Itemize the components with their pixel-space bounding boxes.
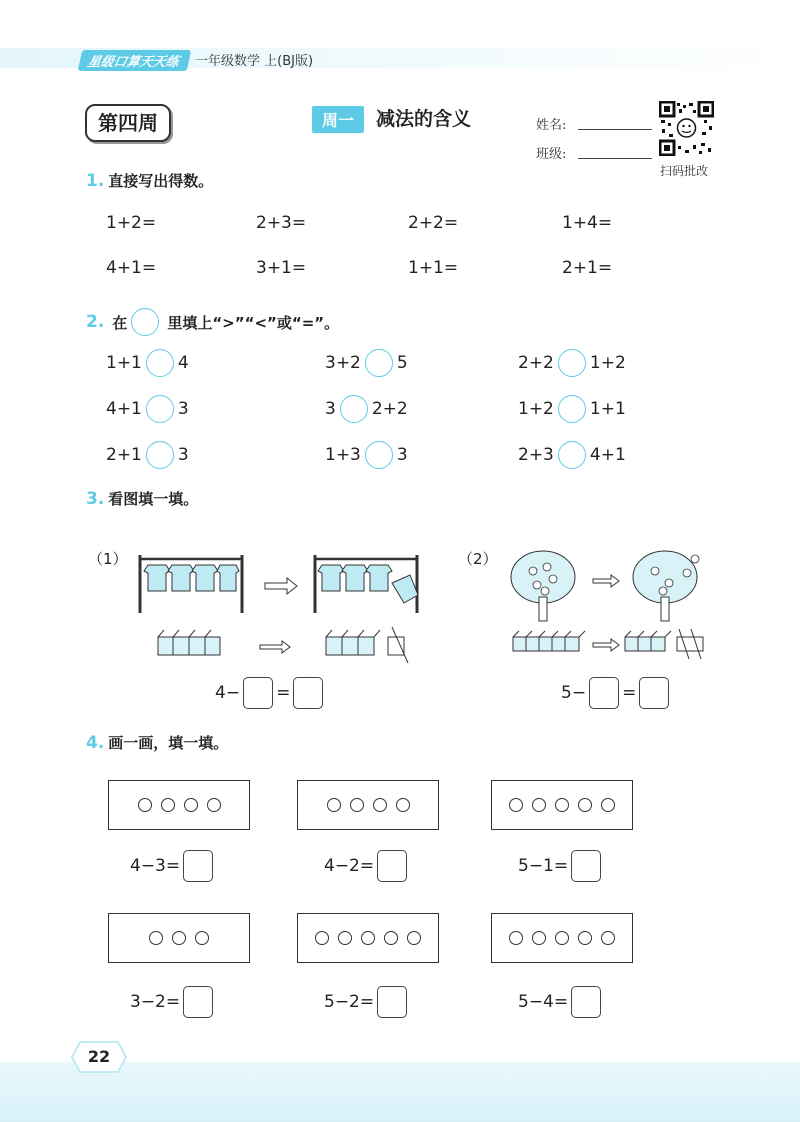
circle-icon — [555, 798, 569, 812]
dot-frame[interactable] — [491, 913, 633, 963]
q3-part2-label: （2） — [458, 550, 498, 568]
answer-box[interactable] — [243, 677, 273, 709]
circle-icon — [384, 931, 398, 945]
answer-box[interactable] — [589, 677, 619, 709]
circle-icon — [195, 931, 209, 945]
answer-circle[interactable] — [146, 441, 174, 469]
q3-part1-label: （1） — [88, 550, 128, 568]
answer-box[interactable] — [639, 677, 669, 709]
answer-box[interactable] — [183, 850, 213, 882]
dot-frame[interactable] — [108, 913, 250, 963]
q2-compare-item: 3+2 5 — [325, 349, 408, 377]
q2-compare-item: 2+2 1+2 — [518, 349, 626, 377]
circle-icon — [207, 798, 221, 812]
q2-compare-item: 2+3 4+1 — [518, 441, 626, 469]
q3-part2-equation: 5− = — [561, 677, 669, 709]
circle-icon — [373, 798, 387, 812]
answer-circle[interactable] — [146, 349, 174, 377]
circle-icon — [532, 798, 546, 812]
answer-circle[interactable] — [558, 441, 586, 469]
circle-icon — [161, 798, 175, 812]
dot-frame[interactable] — [297, 913, 439, 963]
lesson-title: 减法的含义 — [376, 108, 472, 130]
book-subtitle: 一年级数学 上(BJ版) — [195, 54, 314, 69]
answer-circle[interactable] — [558, 349, 586, 377]
class-label: 班级: — [536, 147, 567, 162]
answer-box[interactable] — [571, 986, 601, 1018]
clothes-rack-illustration — [130, 545, 430, 665]
q1-heading: 1. 直接写出得数。 — [86, 171, 214, 191]
class-field[interactable] — [578, 157, 652, 159]
answer-box[interactable] — [183, 986, 213, 1018]
day-badge: 周一 — [312, 106, 364, 133]
tree-birds-illustration — [505, 545, 725, 665]
q1-item: 1+2= — [106, 213, 157, 233]
q4-equation: 4−2= — [324, 850, 407, 882]
q4-equation: 4−3= — [130, 850, 213, 882]
q3-part1-equation: 4− = — [215, 677, 323, 709]
q1-item: 2+2= — [408, 213, 459, 233]
q4-heading: 4. 画一画，填一填。 — [86, 733, 229, 753]
circle-icon — [532, 931, 546, 945]
qr-code-icon[interactable] — [659, 101, 714, 156]
circle-icon — [138, 798, 152, 812]
q2-compare-item: 1+1 4 — [106, 349, 189, 377]
q4-equation: 5−4= — [518, 986, 601, 1018]
dot-frame[interactable] — [491, 780, 633, 830]
circle-icon — [361, 931, 375, 945]
q2-heading: 2. 在 里填上“>”“<”或“=”。 — [86, 308, 339, 336]
answer-circle[interactable] — [365, 441, 393, 469]
circle-icon — [338, 931, 352, 945]
week-badge: 第四周 — [85, 104, 171, 142]
answer-circle[interactable] — [146, 395, 174, 423]
q3-heading: 3. 看图填一填。 — [86, 489, 199, 509]
answer-circle[interactable] — [558, 395, 586, 423]
answer-box[interactable] — [293, 677, 323, 709]
q2-compare-item: 1+3 3 — [325, 441, 408, 469]
page-number: 22 — [87, 1047, 111, 1066]
q2-compare-item: 2+1 3 — [106, 441, 189, 469]
name-label: 姓名: — [536, 118, 567, 133]
q1-item: 4+1= — [106, 258, 157, 278]
circle-icon — [601, 798, 615, 812]
q1-item: 2+3= — [256, 213, 307, 233]
circle-icon — [131, 308, 159, 336]
q4-equation: 3−2= — [130, 986, 213, 1018]
circle-icon — [149, 931, 163, 945]
name-field[interactable] — [578, 128, 652, 130]
circle-icon — [509, 798, 523, 812]
q4-equation: 5−2= — [324, 986, 407, 1018]
q4-equation: 5−1= — [518, 850, 601, 882]
dot-frame[interactable] — [108, 780, 250, 830]
answer-box[interactable] — [571, 850, 601, 882]
q1-item: 1+4= — [562, 213, 613, 233]
q2-compare-item: 1+2 1+1 — [518, 395, 626, 423]
circle-icon — [184, 798, 198, 812]
series-brand: 星级口算天天练 — [78, 50, 191, 71]
circle-icon — [315, 931, 329, 945]
q1-item: 3+1= — [256, 258, 307, 278]
scan-to-grade-label: 扫码批改 — [660, 164, 709, 178]
circle-icon — [555, 931, 569, 945]
circle-icon — [578, 931, 592, 945]
circle-icon — [509, 931, 523, 945]
answer-circle[interactable] — [365, 349, 393, 377]
q1-item: 2+1= — [562, 258, 613, 278]
circle-icon — [350, 798, 364, 812]
q2-compare-item: 4+1 3 — [106, 395, 189, 423]
dot-frame[interactable] — [297, 780, 439, 830]
q1-item: 1+1= — [408, 258, 459, 278]
answer-box[interactable] — [377, 850, 407, 882]
circle-icon — [578, 798, 592, 812]
circle-icon — [396, 798, 410, 812]
answer-box[interactable] — [377, 986, 407, 1018]
circle-icon — [172, 931, 186, 945]
circle-icon — [327, 798, 341, 812]
q2-compare-item: 3 2+2 — [325, 395, 408, 423]
circle-icon — [407, 931, 421, 945]
answer-circle[interactable] — [340, 395, 368, 423]
circle-icon — [601, 931, 615, 945]
